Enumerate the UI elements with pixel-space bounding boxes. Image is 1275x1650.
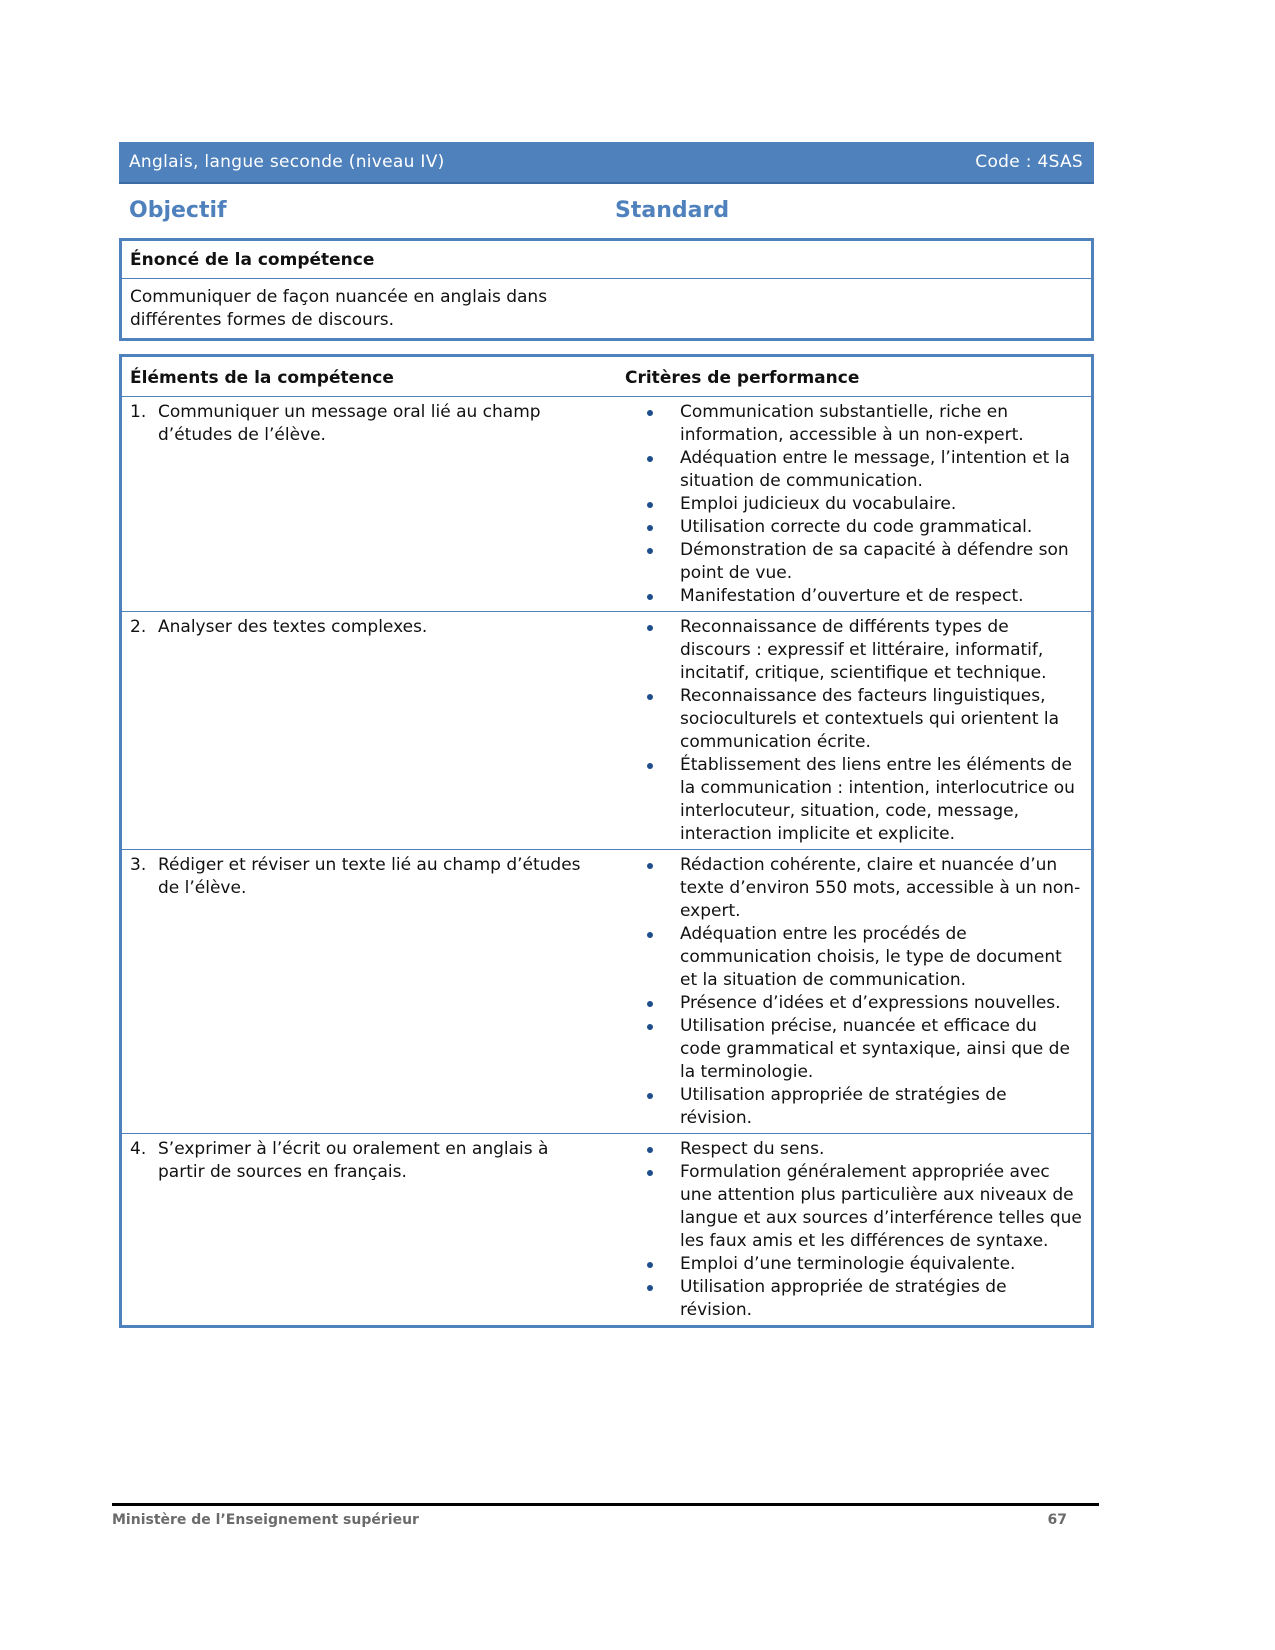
bullet-icon — [608, 854, 680, 923]
bullet-icon — [608, 1253, 680, 1276]
criteria-list — [608, 850, 1091, 1133]
criteria-item: Respect du sens. — [608, 1138, 1083, 1161]
criteria-item: Adéquation entre le message, l’intention et la situation de communication. — [608, 447, 1083, 493]
enonce-row — [122, 278, 1091, 338]
course-code: Code : 4SAS — [975, 152, 1083, 172]
section-headings — [119, 182, 1094, 238]
criteria-item: Rédaction cohérente, claire et nuancée d’un texte d’environ 550 mots, accessible à un non-expert. — [608, 854, 1083, 923]
element-cell — [122, 1134, 608, 1325]
element-number: 2. — [130, 617, 147, 637]
bullet-icon — [608, 1084, 680, 1130]
table-row — [122, 1133, 1091, 1325]
criteria-list — [608, 397, 1091, 611]
bullet-icon — [608, 754, 680, 846]
criteria-item: Adéquation entre les procédés de communication choisis, le type de document et la situation de communication. — [608, 923, 1083, 992]
criteria-item: Établissement des liens entre les éléments de la communication : intention, interlocutrice ou interlocuteur, situation, code, message, interaction implicite et explicite. — [608, 754, 1083, 846]
element-text: Analyser des textes complexes. — [158, 617, 428, 637]
element-cell — [122, 612, 608, 849]
criteria-item: Manifestation d’ouverture et de respect. — [608, 585, 1083, 608]
criteria-list — [608, 1134, 1091, 1325]
table-header — [122, 357, 1091, 396]
criteria-item: Reconnaissance de différents types de discours : expressif et littéraire, informatif, incitatif, critique, scientifique et technique. — [608, 616, 1083, 685]
page-number: 67 — [1047, 1512, 1067, 1528]
page-footer — [112, 1503, 1099, 1528]
bullet-icon — [608, 1138, 680, 1161]
criteria-item: Utilisation précise, nuancée et efficace du code grammatical et syntaxique, ainsi que de la terminologie. — [608, 1015, 1083, 1084]
criteria-item: Présence d’idées et d’expressions nouvelles. — [608, 992, 1083, 1015]
criteria-item: Communication substantielle, riche en information, accessible à un non-expert. — [608, 401, 1083, 447]
element-cell — [122, 397, 608, 611]
standard-heading: Standard — [615, 198, 730, 223]
table-row — [122, 396, 1091, 611]
competence-table — [119, 354, 1094, 1328]
bullet-icon — [608, 616, 680, 685]
table-row — [122, 611, 1091, 849]
bullet-icon — [608, 585, 680, 608]
course-title: Anglais, langue seconde (niveau IV) — [129, 152, 445, 172]
table-row — [122, 849, 1091, 1133]
bullet-icon — [608, 1015, 680, 1084]
criteria-list — [608, 612, 1091, 849]
criteria-item: Emploi judicieux du vocabulaire. — [608, 493, 1083, 516]
criteres-header: Critères de performance — [625, 368, 860, 388]
footer-publisher: Ministère de l’Enseignement supérieur — [112, 1512, 419, 1528]
bullet-icon — [608, 516, 680, 539]
enonce-title: Énoncé de la compétence — [130, 250, 375, 270]
criteria-item: Utilisation appropriée de stratégies de révision. — [608, 1276, 1083, 1322]
enonce-box — [119, 238, 1094, 341]
criteria-item: Démonstration de sa capacité à défendre son point de vue. — [608, 539, 1083, 585]
bullet-icon — [608, 992, 680, 1015]
element-text: S’exprimer à l’écrit ou oralement en anglais à partir de sources en français. — [158, 1139, 549, 1182]
criteria-item: Reconnaissance des facteurs linguistiques, socioculturels et contextuels qui orientent la communication écrite. — [608, 685, 1083, 754]
elements-header: Éléments de la compétence — [130, 368, 394, 388]
course-banner — [119, 142, 1094, 182]
bullet-icon — [608, 1161, 680, 1253]
element-cell — [122, 850, 608, 1133]
bullet-icon — [608, 493, 680, 516]
bullet-icon — [608, 923, 680, 992]
objectif-heading: Objectif — [129, 198, 227, 223]
element-text: Rédiger et réviser un texte lié au champ d’études de l’élève. — [158, 855, 581, 898]
criteria-item: Utilisation appropriée de stratégies de révision. — [608, 1084, 1083, 1130]
enonce-text: Communiquer de façon nuancée en anglais dans différentes formes de discours. — [130, 287, 548, 330]
bullet-icon — [608, 447, 680, 493]
bullet-icon — [608, 685, 680, 754]
bullet-icon — [608, 539, 680, 585]
criteria-item: Formulation généralement appropriée avec une attention plus particulière aux niveaux de langue et aux sources d’interférence telles que les faux amis et les différences de syntaxe. — [608, 1161, 1083, 1253]
criteria-item: Utilisation correcte du code grammatical. — [608, 516, 1083, 539]
element-number: 4. — [130, 1139, 147, 1159]
criteria-item: Emploi d’une terminologie équivalente. — [608, 1253, 1083, 1276]
bullet-icon — [608, 401, 680, 447]
bullet-icon — [608, 1276, 680, 1322]
element-text: Communiquer un message oral lié au champ d’études de l’élève. — [158, 402, 541, 445]
page — [119, 142, 1094, 1328]
element-number: 3. — [130, 855, 147, 875]
element-number: 1. — [130, 402, 147, 422]
